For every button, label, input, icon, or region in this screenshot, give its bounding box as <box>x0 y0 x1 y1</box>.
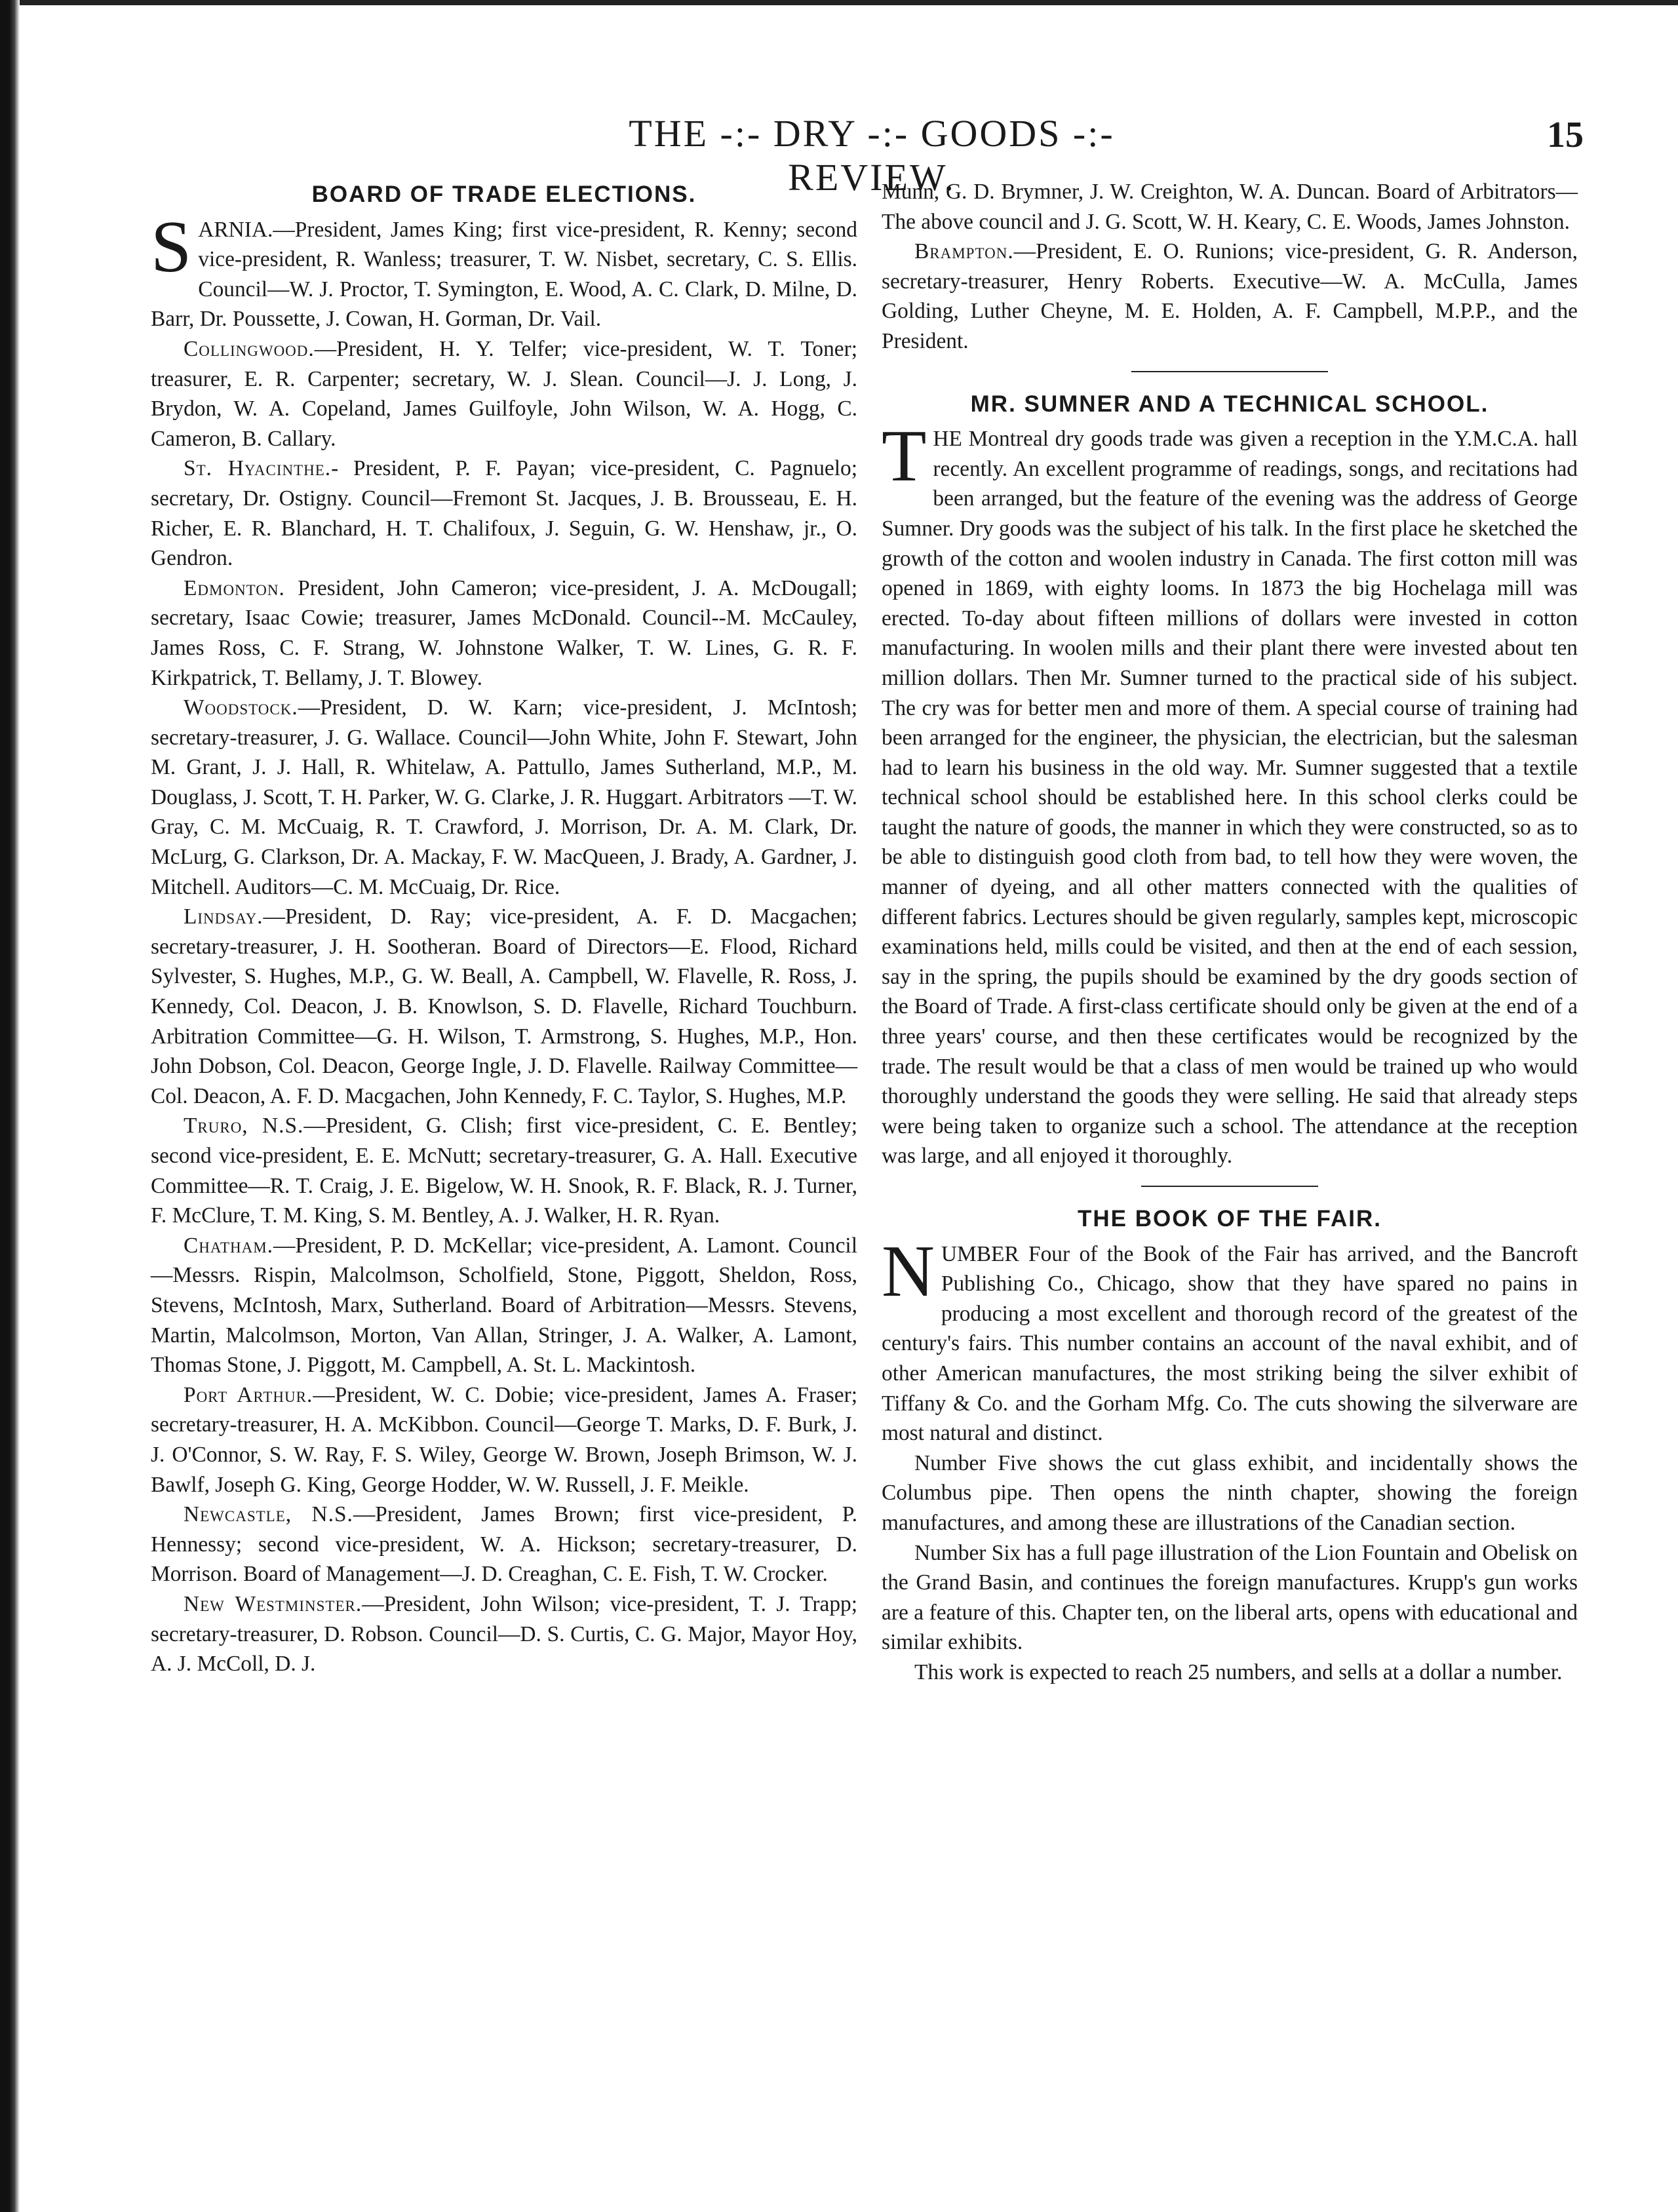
entry-text: —President, E. O. Runions; vice-president, G. R. Anderson, secretary-treasurer, Henry Roberts. Executive—W. A. McCulla, James Golding, Luther Cheyne, M. E. Holden, A. F. Campbell, M.P.P., and the President. <box>882 239 1578 353</box>
article-text: UMBER Four of the Book of the Fair has arrived, and the Bancroft Publishing Co., Chicago, show that they have spared no pains in producing a most excellent and thorough record of the greatest of the century's fairs. This number contains an account of the naval exhibit, and of other American manufactures, the most striking being the silver exhibit of Tiffany & Co. and the Gorham Mfg. Co. The cuts showing the silverware are most natural and distinct. <box>882 1241 1578 1446</box>
top-scan-edge <box>20 0 1678 5</box>
sumner-article-body <box>882 416 1578 1171</box>
article-text: HE Montreal dry goods trade was given a reception in the Y.M.C.A. hall recently. An excellent programme of readings, songs, and recitations had been arranged, but the feature of the evening was the address of George Sumner. Dry goods was the subject of his talk. In the first place he sketched the growth of the cotton and woolen industry in Canada. The first cotton mill was opened in 1869, with eighty looms. In 1873 the big Hochelaga mill was erected. To-day about fifteen millions of dollars were invested in cotton manufacturing. In woolen mills and their plant there were invested about ten million dollars. Then Mr. Sumner turned to the practical side of his subject. The cry was for better men and more of them. A special course of training had been arranged for the engineer, the physician, the electrician, but the salesman had to learn his business in the old way. Mr. Sumner suggested that a textile technical school should be established here. In this school clerks could be taught the nature of goods, the manner in which they were constructed, so as to be able to distinguish good cloth from bad, to tell how they were woven, the manner of dyeing, and all other matters connected with the qualities of different fabrics. Lectures should be given regularly, samples kept, microscopic examinations held, mills could be visited, and then at the end of each session, say in the spring, the pupils should be examined by the dry goods section of the Board of Trade. A first-class certificate should only be given at the end of a three years' course, and then these certificates would be recognized by the trade. The result would be that a class of men would be trained up who would thoroughly understand the goods they were selling. He said that already steps were being taken to organize such a school. The attendance at the reception was large, and all enjoyed it thoroughly. <box>882 427 1578 1169</box>
running-header: THE -:- DRY -:- GOODS -:- REVIEW. <box>629 112 1115 199</box>
entry-place: Edmonton. <box>184 575 285 600</box>
drop-cap: T <box>882 416 927 497</box>
entry-text: President, John Cameron; vice-president, J. A. McDougall; secretary, Isaac Cowie; treasurer, James McDonald. Council--M. McCauley, James Ross, C. F. Strang, W. Johnstone Walker, T. W. Lines, G. R. F. Kirkpatrick, T. Bellamy, J. T. Blowey. <box>151 575 857 690</box>
entry-text: —President, W. C. Dobie; vice-president, James A. Fraser; secretary-treasurer, H. A. McKibbon. Council—George T. Marks, D. F. Burk, J. J. O'Connor, S. W. Ray, F. S. Wiley, George W. Brown, Joseph Brimson, W. J. Bawlf, Joseph G. King, George Hodder, W. W. Russell, J. F. Meikle. <box>151 1382 857 1497</box>
drop-cap: N <box>882 1230 935 1312</box>
book-of-fair-heading: THE BOOK OF THE FAIR. <box>1078 1206 1382 1232</box>
entry-place: Chatham. <box>184 1233 274 1258</box>
entry-place: Port Arthur. <box>184 1382 313 1407</box>
entry-truro <box>151 1111 857 1230</box>
entry-place: ARNIA. <box>198 217 273 242</box>
entry-place: Newcastle, N.S. <box>184 1502 353 1527</box>
right-column <box>882 177 1578 1688</box>
left-column <box>151 177 857 1679</box>
entry-text: —President, James King; first vice-president, R. Kenny; second vice-president, R. Wanless; treasurer, T. W. Nisbet, secretary, C. S. Ellis. Council—W. J. Proctor, T. Symington, E. Wood, A. C. Clark, D. Milne, D. Barr, Dr. Poussette, J. Cowan, H. Gorman, Dr. Vail. <box>151 217 857 332</box>
entry-place: Lindsay. <box>184 904 263 929</box>
section-divider <box>1131 371 1328 372</box>
page-spine-edge <box>0 0 20 2212</box>
entry-port-arthur <box>151 1380 857 1500</box>
book-of-fair-paragraph: Number Five shows the cut glass exhibit, and incidentally shows the Columbus pipe. Then opens the ninth chapter, showing the foreign manufactures, and among these are illustrations of the Canadian section. <box>882 1450 1578 1535</box>
entry-new-westminster <box>151 1589 857 1679</box>
entry-st-hyacinthe <box>151 454 857 573</box>
entry-text: —President, G. Clish; first vice-president, C. E. Bentley; second vice-president, E. E. McNutt; secretary-treasurer, G. A. Hall. Executive Committee—R. T. Craig, J. E. Bigelow, W. H. Snook, R. F. Black, R. J. Turner, F. McClure, T. M. King, S. M. Bentley, A. J. Walker, H. R. Ryan. <box>151 1114 858 1228</box>
entry-collingwood <box>151 334 857 454</box>
entry-place: Brampton. <box>914 239 1014 264</box>
entry-text: —President, James Brown; first vice-president, P. Hennessy; second vice-president, W. A. Hickson; secretary-treasurer, D. Morrison. Board of Management—J. D. Creaghan, C. E. Fish, T. W. Crocker. <box>151 1502 858 1587</box>
entry-text: —President, H. Y. Telfer; vice-president, W. T. Toner; treasurer, E. R. Carpenter; secretary, W. J. Slean. Council—J. J. Long, J. Brydon, W. A. Copeland, James Guilfoyle, John Wilson, W. A. Hogg, C. Cameron, B. Callary. <box>151 336 857 451</box>
entry-text: —President, D. Ray; vice-president, A. F. D. Macgachen; secretary-treasurer, J. H. Sootheran. Board of Directors—E. Flood, Richard Sylvester, S. Hughes, M.P., G. W. Beall, A. Campbell, W. Flavelle, R. Ross, J. Kennedy, Col. Deacon, J. B. Knowlson, S. D. Flavelle, Richard Touchburn. Arbitration Committee—G. H. Wilson, T. Armstrong, S. Hughes, M.P., Hon. John Dobson, Col. Deacon, George Ingle, J. D. Flavelle. Railway Committee—Col. Deacon, A. F. D. Macgachen, John Kennedy, F. C. Taylor, S. Hughes, M.P. <box>151 904 857 1108</box>
book-of-fair-paragraph <box>882 1230 1578 1448</box>
board-of-trade-heading: BOARD OF TRADE ELECTIONS. <box>311 182 697 207</box>
entry-chatham <box>151 1231 857 1380</box>
entry-brampton <box>882 237 1578 356</box>
section-divider <box>1141 1186 1318 1187</box>
book-of-fair-paragraph: Number Six has a full page illustration of the Lion Fountain and Obelisk on the Grand Basin, and continues the foreign manufactures. Krupp's gun works are a feature of this. Chapter ten, on the liberal arts, opens with educational and similar exhibits. <box>882 1540 1578 1655</box>
entry-newcastle <box>151 1500 857 1589</box>
entry-place: New Westminster. <box>184 1591 362 1616</box>
drop-cap: S <box>151 206 192 288</box>
entry-text: —President, P. D. McKellar; vice-president, A. Lamont. Council—Messrs. Rispin, Malcolmson, Scholfield, Stone, Piggott, Sheldon, Ross, Stevens, McIntosh, Marx, Sutherland. Board of Arbitration—Messrs. Stevens, Martin, Malcolmson, Morton, Van Allan, Stringer, J. A. Walker, A. Lamont, Thomas Stone, J. Piggott, M. Campbell, A. St. L. Mackintosh. <box>151 1233 857 1378</box>
entry-text: - President, P. F. Payan; vice-president, C. Pagnuelo; secretary, Dr. Ostigny. Council—Fremont St. Jacques, J. B. Brousseau, E. H. Richer, E. R. Blanchard, H. T. Chalifoux, J. Seguin, G. W. Henshaw, jr., O. Gendron. <box>151 456 857 571</box>
entry-place: Truro, N.S. <box>184 1114 304 1138</box>
page-number: 15 <box>1547 115 1584 155</box>
sumner-article-heading: MR. SUMNER AND A TECHNICAL SCHOOL. <box>970 391 1489 417</box>
entry-edmonton <box>151 573 857 693</box>
entry-place: St. Hyacinthe. <box>184 456 332 481</box>
entry-woodstock <box>151 693 857 902</box>
entry-place: Woodstock. <box>184 695 298 720</box>
continuation-text: Munn, G. D. Brymner, J. W. Creighton, W. A. Duncan. Board of Arbitrators—The above council and J. G. Scott, W. H. Keary, C. E. Woods, James Johnston. <box>882 180 1578 234</box>
entry-lindsay <box>151 902 857 1111</box>
entry-text: —President, D. W. Karn; vice-president, J. McIntosh; secretary-treasurer, J. G. Wallace. Council—John White, John F. Stewart, John M. Grant, J. J. Hall, R. Whitelaw, A. Pattullo, James Sutherland, M.P., M. Douglass, J. Scott, T. H. Parker, W. G. Clarke, J. R. Huggart. Arbitrators —T. W. Gray, C. M. McCuaig, R. T. Crawford, J. Morrison, Dr. A. M. Clark, Dr. McLurg, G. Clarkson, Dr. A. Mackay, F. W. MacQueen, J. Brady, A. Gardner, J. Mitchell. Auditors—C. M. McCuaig, Dr. Rice. <box>151 695 857 899</box>
book-of-fair-paragraph: This work is expected to reach 25 numbers, and sells at a dollar a number. <box>914 1659 1563 1684</box>
entry-sarnia <box>151 206 857 334</box>
entry-place: Collingwood. <box>184 336 315 361</box>
entry-text: —President, John Wilson; vice-president, T. J. Trapp; secretary-treasurer, D. Robson. Council—D. S. Curtis, C. G. Major, Mayor Hoy, A. J. McColl, D. J. <box>151 1591 857 1677</box>
